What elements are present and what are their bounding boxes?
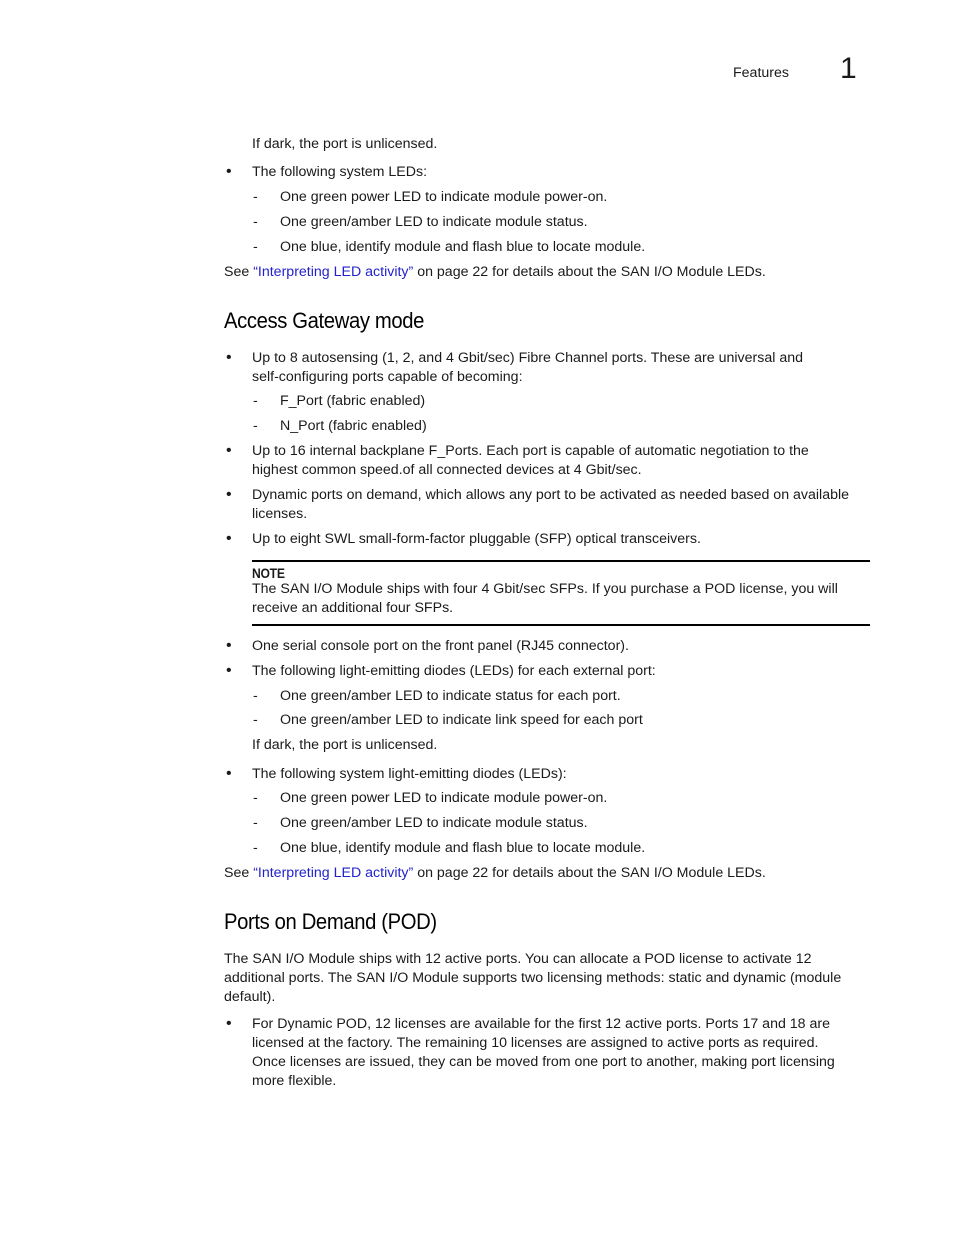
text-line: Up to 16 internal backplane F_Ports. Each port is capable of automatic negotiation to the [252,443,809,459]
bullet-icon: • [226,637,232,654]
list-item [252,486,849,524]
text-line: receive an additional four SFPs. [252,600,454,616]
bullet-icon: • [226,662,232,679]
dash-icon: - [253,712,258,728]
note-label: NOTE [252,566,285,581]
note-top-rule [252,560,870,562]
heading-access-gateway: Access Gateway mode [224,308,424,333]
list-item: The following system light-emitting diodes (LEDs): [252,766,567,782]
list-item: N_Port (fabric enabled) [280,418,427,434]
list-item [252,1015,835,1091]
dash-icon: - [253,214,258,230]
system-leds-label: The following system LEDs: [252,164,428,180]
unlicensed-note: If dark, the port is unlicensed. [252,737,438,753]
text-line: self-configuring ports capable of becoming: [252,369,523,385]
list-item: One serial console port on the front panel (RJ45 connector). [252,638,629,654]
bullet-icon: • [226,486,232,503]
list-item: One green/amber LED to indicate module status. [280,214,588,230]
note-bottom-rule [252,624,870,626]
dash-icon: - [253,393,258,409]
text-line: The SAN I/O Module ships with four 4 Gbit/sec SFPs. If you purchase a POD license, you will [252,581,838,597]
note-text [252,580,838,618]
list-item: One green power LED to indicate module power-on. [280,189,608,205]
chapter-number: 1 [840,52,857,85]
list-item: One green/amber LED to indicate module status. [280,815,588,831]
dash-icon: - [253,840,258,856]
dash-icon: - [253,239,258,255]
see-suffix: on page 22 for details about the SAN I/O Module LEDs. [413,865,766,881]
list-item: One green/amber LED to indicate link speed for each port [280,712,643,728]
see-prefix: See [224,865,254,881]
bullet-icon: • [226,765,232,782]
dash-icon: - [253,688,258,704]
bullet-icon: • [226,349,232,366]
list-item: F_Port (fabric enabled) [280,393,426,409]
dash-icon: - [253,189,258,205]
dash-icon: - [253,815,258,831]
text-line: Dynamic ports on demand, which allows any port to be activated as needed based on available [252,487,850,503]
list-item [252,349,803,387]
interpreting-led-activity-link[interactable]: “Interpreting LED activity” [253,264,414,280]
text-line: additional ports. The SAN I/O Module supports two licensing methods: static and dynamic (module [224,970,842,986]
dash-icon: - [253,790,258,806]
list-item [252,442,809,480]
bullet-icon: • [226,530,232,547]
unlicensed-note-top: If dark, the port is unlicensed. [252,136,438,152]
text-line: Once licenses are issued, they can be moved from one port to another, making port licensing [252,1054,835,1070]
text-line: default). [224,989,276,1005]
bullet-icon: • [226,442,232,459]
text-line: highest common speed.of all connected devices at 4 Gbit/sec. [252,462,642,478]
heading-ports-on-demand: Ports on Demand (POD) [224,909,437,934]
bullet-icon: • [226,1015,232,1032]
text-line: For Dynamic POD, 12 licenses are available for the first 12 active ports. Ports 17 and 18 are [252,1016,831,1032]
see-reference [224,864,766,883]
pod-paragraph [224,950,841,1007]
see-suffix: on page 22 for details about the SAN I/O Module LEDs. [413,264,766,280]
interpreting-led-activity-link[interactable]: “Interpreting LED activity” [253,865,414,881]
list-item: Up to eight SWL small-form-factor pluggable (SFP) optical transceivers. [252,531,701,547]
list-item: The following light-emitting diodes (LEDs) for each external port: [252,663,656,679]
text-line: licenses. [252,506,308,522]
text-line: licensed at the factory. The remaining 10 licenses are assigned to active ports as required. [252,1035,819,1051]
dash-icon: - [253,418,258,434]
running-header-section: Features [733,65,789,81]
text-line: Up to 8 autosensing (1, 2, and 4 Gbit/sec) Fibre Channel ports. These are universal and [252,350,803,366]
bullet-icon: • [226,163,232,180]
text-line: more flexible. [252,1073,337,1089]
text-line: The SAN I/O Module ships with 12 active ports. You can allocate a POD license to activate 12 [224,951,812,967]
list-item: One blue, identify module and flash blue to locate module. [280,840,646,856]
list-item: One green power LED to indicate module power-on. [280,790,608,806]
list-item: One blue, identify module and flash blue to locate module. [280,239,646,255]
see-prefix: See [224,264,254,280]
list-item: One green/amber LED to indicate status for each port. [280,688,621,704]
see-reference-top [224,263,766,282]
